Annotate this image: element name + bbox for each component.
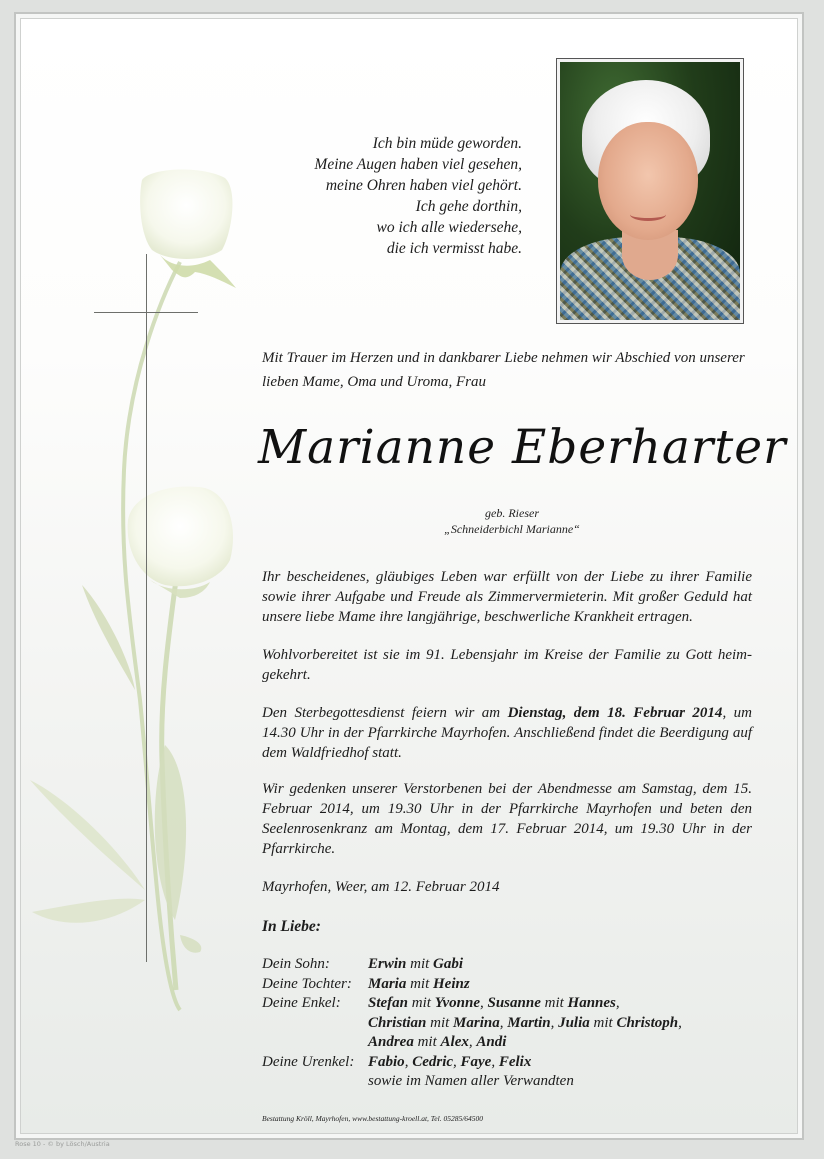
poem-line: die ich vermisst habe. [386, 240, 522, 257]
portrait-face [598, 122, 698, 240]
undertaker-info: Bestattung Kröll, Mayrhofen, www.bestattung-kroell.at, Tel. 05285/64500 [262, 1114, 484, 1123]
cross-horizontal-bar [94, 312, 198, 313]
family-row [262, 955, 742, 975]
relation-label: Dein Sohn: [262, 956, 330, 972]
paragraph-memorial: Wir gedenken unserer Verstorbenen bei der Abendmesse am Samstag, dem 15. Februar 2014, um 19.30 Uhr in der Pfarrkirche Mayrhofen und beten den Seelenrosenkranz am Montag, dem 17. Februar 2014, um 19.30 Uhr in der Pfarrkirche. [262, 781, 752, 857]
family-row [262, 1033, 742, 1053]
paragraph-funeral [262, 703, 752, 763]
funeral-text: Den Sterbegottesdienst feiern wir am [262, 705, 508, 721]
portrait-image [560, 62, 740, 320]
family-row [262, 975, 742, 995]
relation-label [262, 1014, 368, 1034]
poem-line: Ich gehe dorthin, [415, 198, 522, 215]
poem-line: wo ich alle wiedersehe, [376, 219, 522, 236]
family-row [262, 1053, 742, 1073]
intro-line: Mit Trauer im Herzen und in dankbarer Liebe nehmen wir Abschied von unserer [262, 350, 745, 366]
nickname: „Schneiderbichl Marianne“ [444, 522, 580, 536]
name-subtitle [262, 505, 762, 537]
relation-label [262, 1072, 368, 1092]
relative-names: Stefan mit Yvonne, Susanne mit Hannes, [368, 995, 620, 1011]
place-date: Mayrhofen, Weer, am 12. Februar 2014 [262, 879, 500, 895]
portrait-smile [630, 208, 666, 221]
funeral-date: Dienstag, dem 18. Februar 2014 [507, 705, 723, 721]
poem [262, 133, 522, 259]
paragraph-passing: Wohlvorbereitet ist sie im 91. Lebensjahr im Kreise der Familie zu Gott heim-gekehrt. [262, 647, 752, 683]
relative-names: Erwin mit Gabi [368, 956, 464, 972]
birth-name: geb. Rieser [485, 506, 539, 520]
family-heading: In Liebe: [262, 918, 321, 935]
cross-vertical-bar [146, 254, 147, 962]
relation-label: Deine Urenkel: [262, 1053, 355, 1070]
poem-line: Ich bin müde geworden. [372, 135, 522, 152]
intro-line: lieben Mame, Oma und Uroma, Frau [262, 374, 486, 390]
relative-names: sowie im Namen aller Verwandten [368, 1073, 574, 1089]
portrait-photo [556, 58, 744, 324]
funeral-text: , um 14.30 Uhr in der Pfarrkirche Mayrhofen. Anschließend findet die Beerdigung auf dem Waldfriedhof statt. [262, 705, 752, 761]
relation-label [262, 1033, 368, 1053]
relation-label: Deine Tochter: [262, 975, 352, 992]
deceased-name: Marianne Eberharter [258, 420, 787, 475]
poem-line: Meine Augen haben viel gesehen, [314, 156, 522, 173]
relative-names: Maria mit Heinz [368, 975, 470, 992]
relation-label: Deine Enkel: [262, 995, 341, 1011]
relative-names: Christian mit Marina, Martin, Julia mit Christoph, [368, 1014, 682, 1031]
relative-names: Fabio, Cedric, Faye, Felix [368, 1053, 532, 1070]
paragraph-life: Ihr bescheidenes, gläubiges Leben war erfüllt von der Liebe zu ihrer Familie sowie ihrer Aufgabe und Freude als Zimmervermieterin. Mit großer Geduld hat unsere liebe Mame ihre langjährige, beschwerliche Krankheit ertragen. [262, 569, 752, 625]
intro-text [262, 346, 762, 394]
family-list [262, 955, 742, 1092]
family-row [262, 1014, 742, 1034]
relative-names: Andrea mit Alex, Andi [368, 1034, 507, 1050]
family-row [262, 994, 742, 1014]
family-row [262, 1072, 742, 1092]
poem-line: meine Ohren haben viel gehört. [325, 177, 522, 194]
image-credit: Rose 10 - © by Lösch/Austria [15, 1140, 110, 1148]
